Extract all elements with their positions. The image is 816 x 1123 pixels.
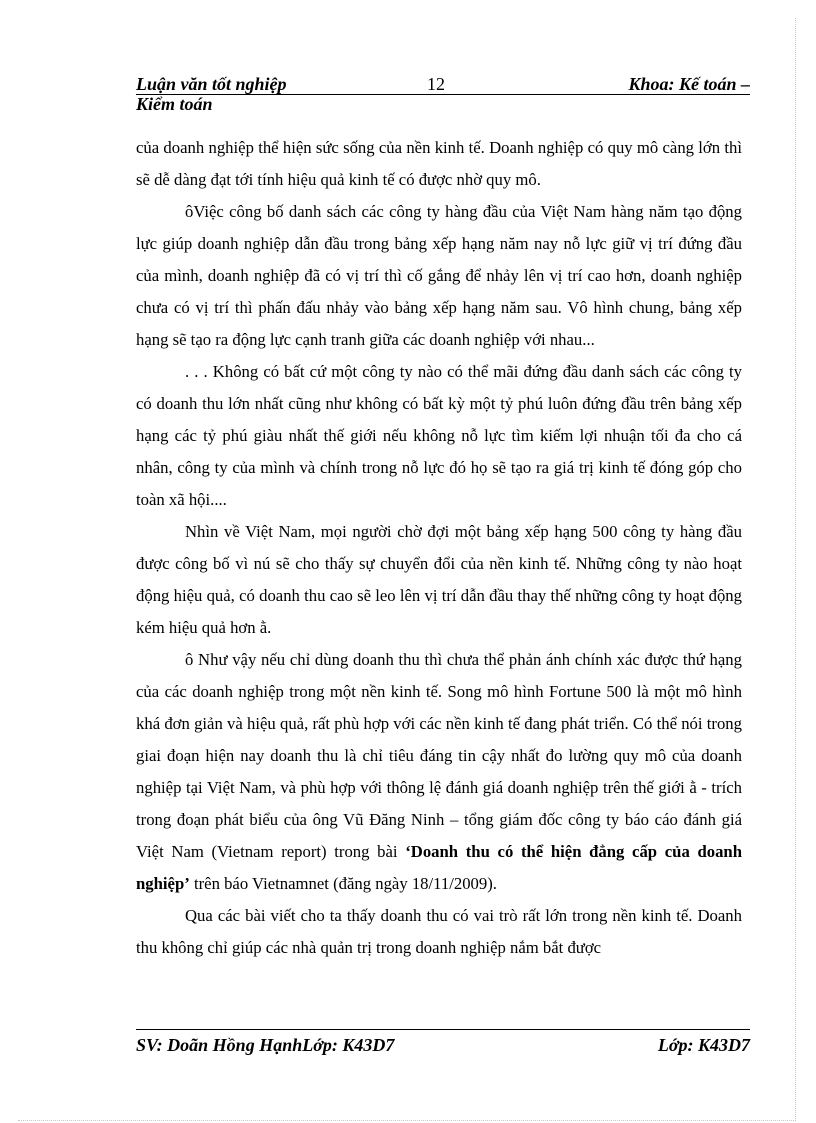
body-text [136, 132, 742, 964]
paragraph: . . . Không có bất cứ một công ty nào có thể mãi đứng đầu danh sách các công ty có doanh thu lớn nhất cũng như không có bất kỳ một tỷ phú luôn đứng đầu trên bảng xếp hạng các tỷ phú giàu nhất thế giới nếu không nỗ lực tìm kiếm lợi nhuận tối đa cho cá nhân, công ty của mình và chính trong nỗ lực đó họ sẽ tạo ra giá trị kinh tế đóng góp cho toàn xã hội.... [136, 362, 742, 509]
paragraph: Nhìn về Việt Nam, mọi người chờ đợi một bảng xếp hạng 500 công ty hàng đầu được công bố vì nú sẽ cho thấy sự chuyển đổi của nền kinh tế. Những công ty nào hoạt động hiệu quả, có doanh thu cao sẽ leo lên vị trí dẫn đầu thay thế những công ty hoạt động kém hiệu quả hơn ằ. [136, 522, 742, 637]
paragraph: ôViệc công bố danh sách các công ty hàng đầu của Việt Nam hàng năm tạo động lực giúp doanh nghiệp dẫn đầu trong bảng xếp hạng năm nay nỗ lực giữ vị trí đứng đầu của mình, doanh nghiệp đã có vị trí thì cố gắng để nhảy lên vị trí cao hơn, doanh nghiệp chưa có vị trí thì phấn đấu nhảy vào bảng xếp hạng năm sau. Vô hình chung, bảng xếp hạng sẽ tạo ra động lực cạnh tranh giữa các doanh nghiệp với nhau... [136, 202, 742, 349]
paragraph-text: ô Như vậy nếu chỉ dùng doanh thu thì chưa thể phản ánh chính xác được thứ hạng của các doanh nghiệp trong một nền kinh tế. Song mô hình Fortune 500 là một mô hình khá đơn giản và hiệu quả, rất phù hợp với các nền kinh tế đang phát triển. Có thể nói trong giai đoạn hiện nay doanh thu là chỉ tiêu đáng tin cậy nhất đo lường quy mô của doanh nghiệp tại Việt Nam, và phù hợp với thông lệ đánh giá doanh nghiệp trên thế giới ằ - trích trong đoạn phát biểu của ông Vũ Đăng Ninh – tổng giám đốc công ty báo cáo đánh giá Việt Nam (Vietnam report) trong bài [136, 650, 742, 861]
page-header [136, 72, 750, 95]
paragraph-text: trên báo Vietnamnet (đăng ngày 18/11/2009). [189, 874, 497, 893]
page-footer [136, 1032, 750, 1058]
paragraph: Qua các bài viết cho ta thấy doanh thu có vai trò rất lớn trong nền kinh tế. Doanh thu không chỉ giúp các nhà quản trị trong doanh nghiệp nắm bắt được [136, 906, 742, 957]
header-faculty-continuation: Kiểm toán [136, 94, 213, 114]
footer-rule [136, 1029, 750, 1030]
footer-class: Lớp: K43D7 [657, 1035, 750, 1055]
article-title: ‘Doanh thu có thể hiện đẳng cấp của doanh nghiệp’ [136, 842, 742, 893]
header-thesis-title: Luận văn tốt nghiệp [136, 74, 287, 94]
header-faculty: Khoa: Kế toán – [628, 74, 750, 94]
paragraph: của doanh nghiệp thể hiện sức sống của nền kinh tế. Doanh nghiệp có quy mô càng lớn thì sẽ dễ dàng đạt tới tính hiệu quả kinh tế có được nhờ quy mô. [136, 138, 742, 189]
paragraph [136, 644, 742, 900]
header-page-number: 12 [427, 74, 445, 94]
footer-student: SV: Doãn Hồng HạnhLớp: K43D7 [136, 1035, 395, 1055]
